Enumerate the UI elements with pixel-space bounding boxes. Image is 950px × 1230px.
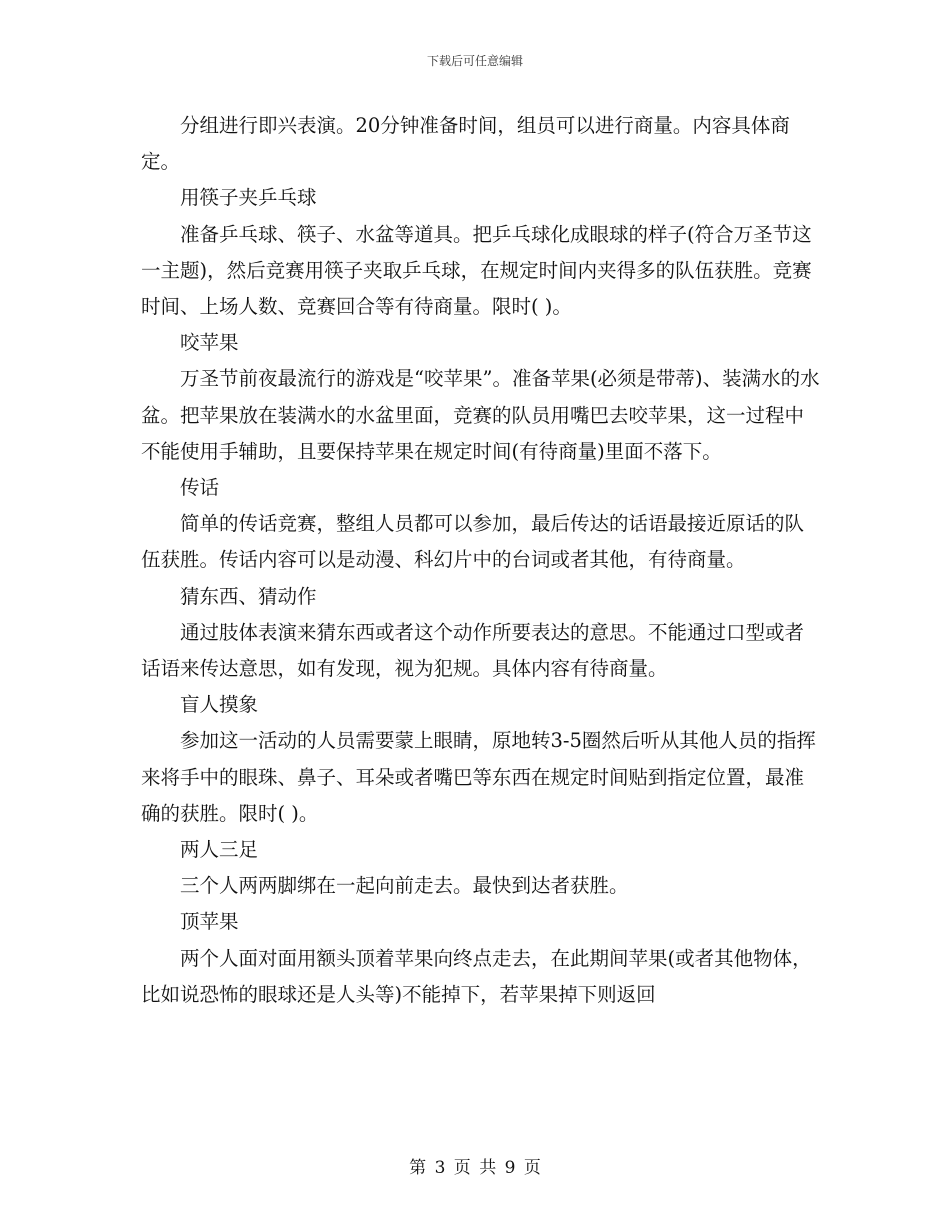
page-number-footer: 第 3 页 共 9 页	[409, 1158, 541, 1178]
heading-three-legged: 两人三足	[180, 838, 259, 862]
heading-blind-touch: 盲人摸象	[180, 693, 259, 717]
paragraph-three-legged: 三个人两两脚绑在一起向前走去。最快到达者获胜。	[180, 874, 629, 898]
paragraph-charades: 通过肢体表演来猜东西或者这个动作所要表达的意思。不能通过口型或者话语来传达意思，如有发现，视为犯规。具体内容有待商量。	[141, 620, 805, 681]
paragraph-telephone: 简单的传话竞赛，整组人员都可以参加，最后传达的话语最接近原话的队伍获胜。传话内容可以是动漫、科幻片中的台词或者其他，有待商量。	[141, 512, 805, 572]
heading-bite-apple: 咬苹果	[180, 331, 239, 355]
paragraph-improv: 分组进行即兴表演。20分钟准备时间，组员可以进行商量。内容具体商定。	[141, 114, 790, 174]
paragraph-blind-touch: 参加这一活动的人员需要蒙上眼睛，原地转3-5圈然后听从其他人员的指挥来将手中的眼珠、鼻子、耳朵或者嘴巴等东西在规定时间贴到指定位置，最准确的获胜。限时( )。	[141, 729, 816, 825]
paragraph-head-apple: 两个人面对面用额头顶着苹果向终点走去，在此期间苹果(或者其他物体，比如说恐怖的眼球还是人头等)不能掉下，若苹果掉下则返回	[141, 946, 812, 1006]
heading-chopsticks-pingpong: 用筷子夹乒乓球	[180, 186, 317, 210]
page-header: 下载后可任意编辑	[426, 54, 523, 68]
paragraph-bite-apple: 万圣节前夜最流行的游戏是“咬苹果”。准备苹果(必须是带蒂)、装满水的水盆。把苹果放在装满水的水盆里面，竞赛的队员用嘴巴去咬苹果，这一过程中不能使用手辅助，且要保持苹果在规定时间(有待商量)里面不落下。	[141, 367, 820, 463]
heading-head-apple: 顶苹果	[180, 910, 239, 934]
document-body	[141, 108, 821, 1013]
heading-telephone: 传话	[180, 476, 220, 500]
paragraph-chopsticks-pingpong: 准备乒乓球、筷子、水盆等道具。把乒乓球化成眼球的样子(符合万圣节这一主题)，然后竞赛用筷子夹取乒乓球，在规定时间内夹得多的队伍获胜。竞赛时间、上场人数、竞赛回合等有待商量。限时( )。	[141, 222, 812, 319]
heading-charades: 猜东西、猜动作	[180, 584, 317, 608]
